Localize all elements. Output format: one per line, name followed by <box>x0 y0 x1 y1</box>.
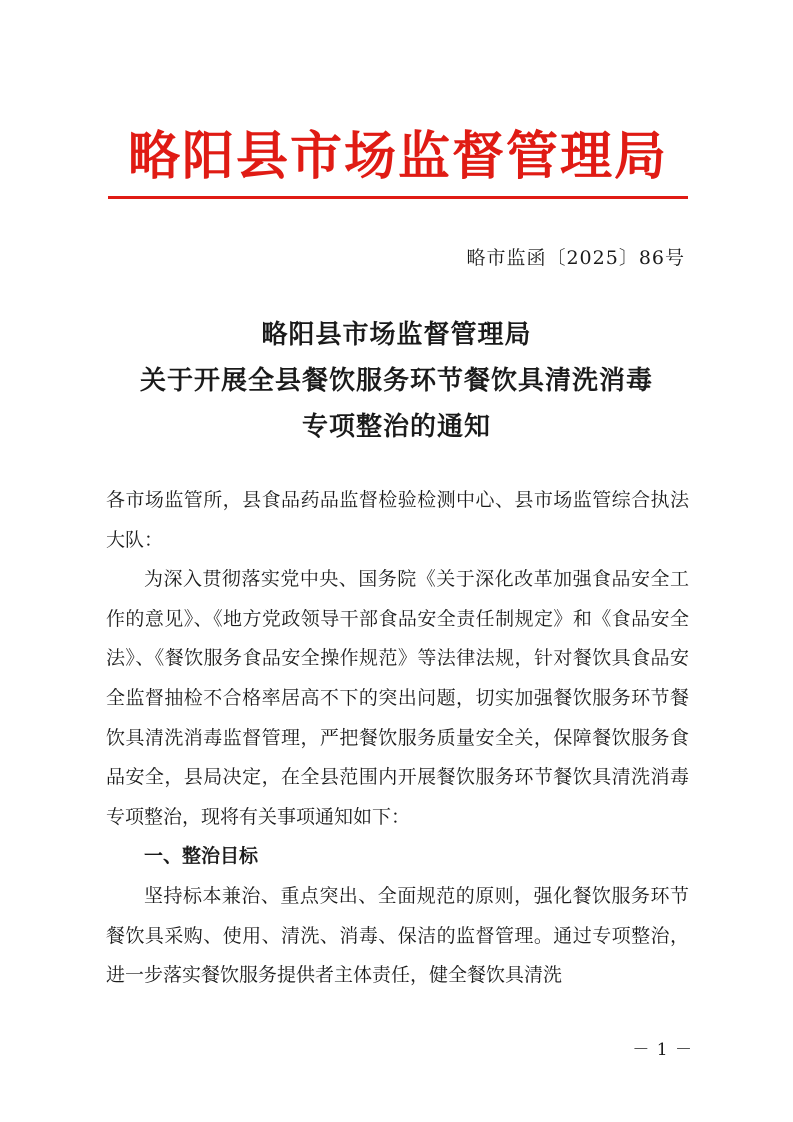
page-number: － 1 － <box>632 1040 693 1060</box>
masthead-red-rule <box>108 196 688 199</box>
title-line-2: 关于开展全县餐饮服务环节餐饮具清洗消毒 <box>139 366 653 396</box>
notice-title <box>100 312 693 450</box>
notice-body <box>106 481 689 996</box>
section-heading-goals: 一、整治目标 <box>144 845 259 868</box>
salutation: 各市场监管所，县食品药品监督检验检测中心、县市场监管综合执法大队： <box>106 489 689 551</box>
agency-masthead: 略阳县市场监督管理局 <box>127 126 668 187</box>
title-line-3: 专项整治的通知 <box>301 412 491 442</box>
document-number: 略市监函〔2025〕86号 <box>466 247 685 269</box>
title-line-1: 略阳县市场监督管理局 <box>261 320 532 350</box>
goals-paragraph: 坚持标本兼治、重点突出、全面规范的原则，强化餐饮服务环节餐饮具采购、使用、清洗、消毒、保洁的监督管理。通过专项整治，进一步落实餐饮服务提供者主体责任，健全餐饮具清洗 <box>106 884 689 987</box>
intro-paragraph: 为深入贯彻落实党中央、国务院《关于深化改革加强食品安全工作的意见》、《地方党政领导干部食品安全责任制规定》和《食品安全法》、《餐饮服务食品安全操作规范》等法律法规，针对餐饮具食品安全监督抽检不合格率居高不下的突出问题，切实加强餐饮服务环节餐饮具清洗消毒监督管理，严把餐饮服务质量安全关，保障餐饮服务食品安全，县局决定，在全县范围内开展餐饮服务环节餐饮具清洗消毒专项整治，现将有关事项通知如下： <box>106 568 689 828</box>
